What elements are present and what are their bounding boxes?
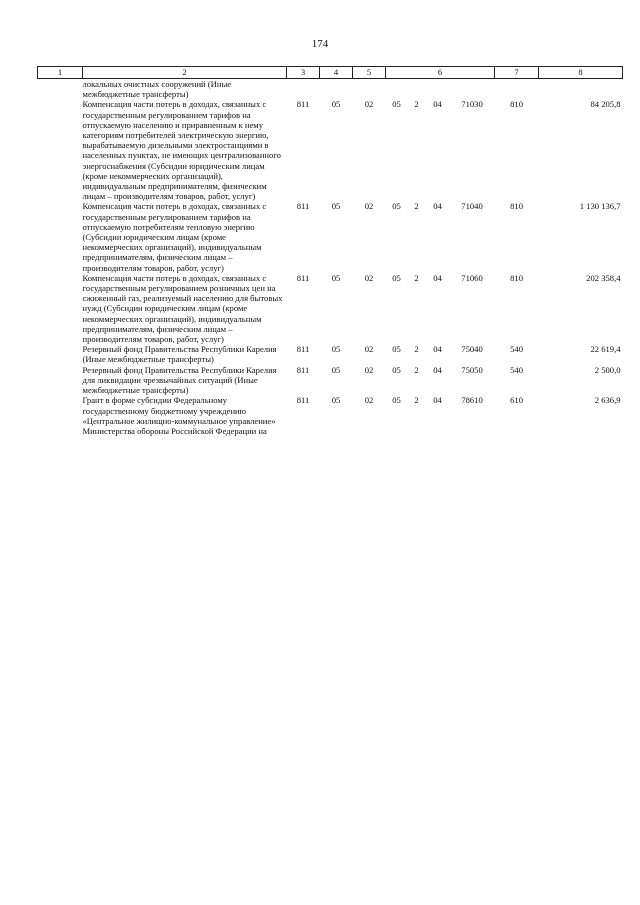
cell-amount: 2 636,9 — [594, 395, 621, 406]
cell-col7: 810 — [510, 272, 523, 283]
row-name: Грант в форме субсидии Федеральному государственному бюджетному учреждению «Центральное жилищно-коммунальное управление» Министерства обороны Российской Федерации на — [82, 395, 276, 436]
column-header-2: 2 — [83, 67, 287, 79]
cell-col7: 810 — [510, 99, 523, 110]
cell-col6-event: 04 — [433, 99, 442, 110]
cell-col3: 811 — [296, 99, 310, 110]
cell-amount: 1 130 136,7 — [579, 201, 621, 212]
cell-col5: 02 — [364, 364, 374, 375]
cell-col6-program: 05 — [392, 395, 401, 406]
cell-col4: 05 — [331, 395, 341, 406]
cell-col6-subprogram: 2 — [414, 272, 419, 283]
column-header-7: 7 — [495, 67, 539, 79]
column-header-4: 4 — [320, 67, 353, 79]
cell-col7: 540 — [510, 364, 523, 375]
page-number: 174 — [311, 38, 329, 50]
cell-col6-event: 04 — [433, 344, 442, 355]
cell-col6-program: 05 — [392, 99, 401, 110]
table-row — [38, 201, 623, 272]
cell-col5: 02 — [364, 395, 374, 406]
table-row — [38, 344, 623, 364]
cell-col6-subprogram: 2 — [414, 344, 419, 355]
row-name: Компенсация части потерь в доходах, связанных с государственным регулированием тарифов на отпускаемую потребителям тепловую энергию (Субсидии юридическим лицам (кроме некоммерческих организаций), индивидуальным предпринимателям, физическим лицам – производителям товаров, работ, услуг) — [82, 201, 267, 273]
cell-col6-event: 04 — [433, 395, 442, 406]
table-row-continuation — [38, 79, 623, 100]
cell-col4: 05 — [331, 364, 341, 375]
cell-col6-code: 71060 — [461, 272, 483, 283]
cell-col7: 610 — [510, 395, 523, 406]
header-row — [38, 67, 623, 79]
table-row — [38, 395, 623, 436]
column-header-6: 6 — [386, 67, 495, 79]
cell-col7: 810 — [510, 201, 523, 212]
table-row — [38, 365, 623, 396]
cell-col5: 02 — [364, 272, 374, 283]
cell-col5: 02 — [364, 99, 374, 110]
cell-col6-program: 05 — [392, 364, 401, 375]
cell-amount: 2 500,0 — [594, 364, 621, 375]
cell-col5: 02 — [364, 201, 374, 212]
cell-col3: 811 — [296, 344, 310, 355]
column-header-3: 3 — [287, 67, 320, 79]
cell-col3: 811 — [296, 201, 310, 212]
row-name: Резервный фонд Правительства Республики Карелия (Иные межбюджетные трансферты) — [82, 344, 277, 365]
cell-col6-subprogram: 2 — [414, 395, 419, 406]
table-row — [38, 99, 623, 201]
table-row — [38, 273, 623, 344]
cell-col4: 05 — [331, 272, 341, 283]
cell-col4: 05 — [331, 201, 341, 212]
cell-col3: 811 — [296, 364, 310, 375]
cell-amount: 84 205,8 — [590, 99, 621, 110]
cell-col6-event: 04 — [433, 272, 442, 283]
cell-amount: 22 619,4 — [590, 344, 621, 355]
cell-col6-code: 75040 — [461, 344, 483, 355]
cell-col6-program: 05 — [392, 344, 401, 355]
cell-col5: 02 — [364, 344, 374, 355]
cell-col6-event: 04 — [433, 201, 442, 212]
row-name: Резервный фонд Правительства Республики Карелия для ликвидации чрезвычайных ситуаций (Иные межбюджетные трансферты) — [82, 364, 277, 396]
cell-col4: 05 — [331, 99, 341, 110]
cell-col6-code: 71040 — [461, 201, 483, 212]
cell-col6-program: 05 — [392, 272, 401, 283]
cell-col3: 811 — [296, 395, 310, 406]
budget-table — [37, 66, 623, 436]
cell-col6-program: 05 — [392, 201, 401, 212]
column-header-5: 5 — [353, 67, 386, 79]
cell-col6-subprogram: 2 — [414, 99, 419, 110]
cell-amount: 202 358,4 — [586, 272, 621, 283]
cell-col6-subprogram: 2 — [414, 201, 419, 212]
row-name: Компенсация части потерь в доходах, связанных с государственным регулированием розничных цен на сжиженный газ, реализуемый населению для бытовых нужд (Субсидии юридическим лицам (кроме некоммерческих организаций), индивидуальным предпринимателям, физическим лицам – производителям товаров, работ, услуг) — [82, 272, 283, 345]
cell-col6-subprogram: 2 — [414, 364, 419, 375]
row-name: Компенсация части потерь в доходах, связанных с государственным регулированием тарифов на отпускаемую населению и приравненным к нему категориям потребителей электрическую энергию, вырабатываемую дизельными электростанциями в населенных пунктах, не имеющих централизованного энергоснабжения (Субсидии юридическим лицам (кроме некоммерческих организаций), индивидуальным предпринимателям, физическим лицам – производителям товаров, работ, услуг) — [82, 99, 281, 202]
column-header-1: 1 — [38, 67, 83, 79]
cell-col3: 811 — [296, 272, 310, 283]
cell-col6-code: 71030 — [461, 99, 483, 110]
cell-col4: 05 — [331, 344, 341, 355]
cell-col7: 540 — [510, 344, 523, 355]
column-header-8: 8 — [539, 67, 623, 79]
cell-col6-event: 04 — [433, 364, 442, 375]
row-name: локальных очистных сооружений (Иные межбюджетные трансферты) — [82, 79, 232, 100]
cell-col6-code: 78610 — [461, 395, 483, 406]
cell-col6-code: 75050 — [461, 364, 483, 375]
